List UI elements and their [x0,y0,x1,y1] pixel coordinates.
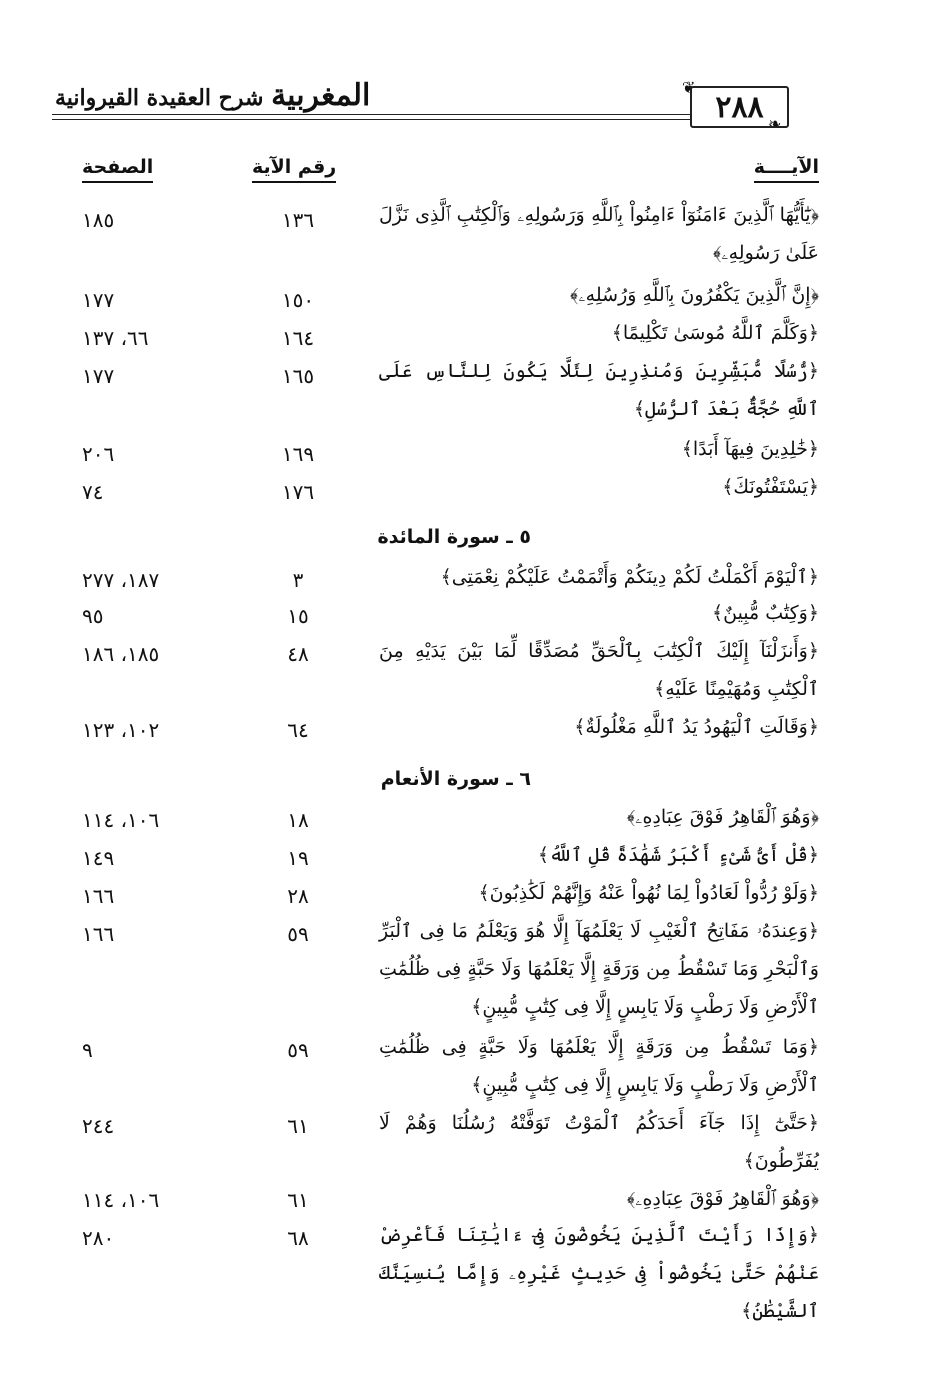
page-refs: ١٧٧ [82,364,115,388]
verse-number: ١٦٥ [281,364,315,388]
verse-text: ﴿وَهُوَ ٱلْقَاهِرُ فَوْقَ عِبَادِهِۦ﴾ [626,806,819,828]
verse-number: ٦١ [287,1114,309,1138]
page-number: ٢٨٨ [690,86,789,128]
page-refs: ١٧٧ [82,288,115,312]
verse-text: ﴿وَقَالَتِ ٱلْيَهُودُ يَدُ ٱللَّهِ مَغْلُولَةٌ﴾ [574,716,819,738]
verse-number: ٥٩ [287,922,309,946]
page-refs: ١٠٦، ١١٤ [82,808,160,832]
header-rule [52,114,692,115]
page-refs: ١٦٦ [82,884,115,908]
page-refs: ١٨٥، ١٨٦ [82,642,160,666]
page-refs: ٢٤٤ [82,1114,115,1138]
verse-text: ﴿وَلَوْ رُدُّواْ لَعَادُواْ لِمَا نُهُواْ عَنْهُ وَإِنَّهُمْ لَكَٰذِبُونَ﴾ [478,882,819,904]
column-header-verse-number: رقم الآية [252,156,336,183]
verse-text: ﴿وَمَا تَسْقُطُ مِن وَرَقَةٍ إِلَّا يَعْلَمُهَا وَلَا حَبَّةٍ فِى ظُلُمَٰتِ ٱلْأَرْضِ وَلَا رَطْبٍ وَلَا يَابِسٍ إِلَّا فِى كِتَٰبٍ مُّبِينٍ﴾ [379,1036,819,1096]
verse-text: ﴿وَإِذَا رَأَيْتَ ٱلَّذِينَ يَخُوضُونَ فِىٓ ءَايَٰتِنَا فَأَعْرِضْ عَنْهُمْ حَتَّىٰ يَخُوضُواْ فِى حَدِيثٍ غَيْرِهِۦ وَإِمَّا يُنسِيَنَّكَ ٱلشَّيْطَٰنُ﴾ [379,1224,819,1322]
verse-text: ﴿قُلْ أَىُّ شَىْءٍ أَكْبَرُ شَهَٰدَةً قُلِ ٱللَّهُ﴾ [537,844,819,866]
verse-text: ﴿يَسْتَفْتُونَكَ﴾ [722,476,819,498]
verse-number: ٦٨ [287,1226,309,1250]
page-refs: ١٦٦ [82,922,115,946]
surah-heading: ٦ ـ سورة الأنعام [380,768,531,790]
column-header-verse: الآيــــة [754,156,819,183]
page-refs: ٦٦، ١٣٧ [82,326,149,350]
ornament-icon: ❦ [682,78,696,97]
verse-number: ١٨ [287,808,309,832]
verse-text: ﴿وَكِتَٰبٌ مُّبِينٌ﴾ [711,602,819,624]
verse-text: ﴿ٱلْيَوْمَ أَكْمَلْتُ لَكُمْ دِينَكُمْ وَأَتْمَمْتُ عَلَيْكُمْ نِعْمَتِى﴾ [440,566,819,588]
verse-text: ﴿وَهُوَ ٱلْقَاهِرُ فَوْقَ عِبَادِهِۦ﴾ [626,1188,819,1210]
verse-number: ٤٨ [287,642,309,666]
page-refs: ٢٠٦ [82,442,115,466]
page-refs: ١٠٦، ١١٤ [82,1188,160,1212]
verse-text: ﴿حَتَّىٰٓ إِذَا جَآءَ أَحَدَكُمُ ٱلْمَوْتُ تَوَفَّتْهُ رُسُلُنَا وَهُمْ لَا يُفَرِّطُونَ﴾ [379,1112,819,1172]
page-refs: ٢٨٠ [82,1226,115,1250]
verse-text: ﴿رُّسُلًا مُّبَشِّرِينَ وَمُنذِرِينَ لِئَلَّا يَكُونَ لِلنَّاسِ عَلَى ٱللَّهِ حُجَّةٌۢ بَعْدَ ٱلرُّسُلِ﴾ [379,360,819,420]
surah-heading: ٥ ـ سورة المائدة [377,526,531,548]
verse-number: ١٣٦ [281,208,315,232]
page-refs: ٩٥ [82,604,104,628]
page-refs: ١٨٧، ٢٧٧ [82,568,160,592]
book-title-sub: شرح العقيدة القيروانية [55,85,264,111]
verse-number: ١٥٠ [281,288,315,312]
page-refs: ٩ [82,1038,93,1062]
book-title-main: المغربية [271,78,371,113]
page-refs: ١٤٩ [82,846,115,870]
verse-number: ١٥ [287,604,309,628]
verse-number: ٣ [292,568,304,592]
verse-number: ٦٤ [287,718,309,742]
verse-number: ٦١ [287,1188,309,1212]
verse-number: ١٩ [287,846,309,870]
verse-text: ﴿يَٰٓأَيُّهَا ٱلَّذِينَ ءَامَنُوٓاْ ءَامِنُواْ بِٱللَّهِ وَرَسُولِهِۦ وَٱلْكِتَٰبِ ٱلَّذِى نَزَّلَ عَلَىٰ رَسُولِهِۦ﴾ [379,204,819,264]
verse-text: ﴿وَعِندَهُۥ مَفَاتِحُ ٱلْغَيْبِ لَا يَعْلَمُهَآ إِلَّا هُوَ وَيَعْلَمُ مَا فِى ٱلْبَرِّ وَٱلْبَحْرِ وَمَا تَسْقُطُ مِن وَرَقَةٍ إِلَّا يَعْلَمُهَا وَلَا حَبَّةٍ فِى ظُلُمَٰتِ ٱلْأَرْضِ وَلَا رَطْبٍ وَلَا يَابِسٍ إِلَّا فِى كِتَٰبٍ مُّبِينٍ﴾ [379,920,819,1018]
verse-text: ﴿إِنَّ ٱلَّذِينَ يَكْفُرُونَ بِٱللَّهِ وَرُسُلِهِۦ﴾ [570,284,819,306]
book-title [55,78,370,113]
page-refs: ١٠٢، ١٢٣ [82,718,160,742]
verse-text: ﴿وَكَلَّمَ ٱللَّهُ مُوسَىٰ تَكْلِيمًا﴾ [611,322,819,344]
verse-number: ١٦٩ [281,442,315,466]
verse-text: ﴿خَٰلِدِينَ فِيهَآ أَبَدًا﴾ [681,438,819,460]
verse-number: ١٦٤ [281,326,315,350]
verse-number: ٢٨ [287,884,309,908]
verse-text: ﴿وَأَنزَلْنَآ إِلَيْكَ ٱلْكِتَٰبَ بِٱلْحَقِّ مُصَدِّقًا لِّمَا بَيْنَ يَدَيْهِ مِنَ ٱلْكِتَٰبِ وَمُهَيْمِنًا عَلَيْهِ﴾ [379,640,819,700]
page-refs: ١٨٥ [82,208,115,232]
column-header-page: الصفحة [82,156,153,183]
verse-number: ٥٩ [287,1038,309,1062]
verse-number: ١٧٦ [281,480,315,504]
ornament-icon: ❧ [768,114,782,133]
page-refs: ٧٤ [82,480,104,504]
header-rule-inner [52,119,692,120]
